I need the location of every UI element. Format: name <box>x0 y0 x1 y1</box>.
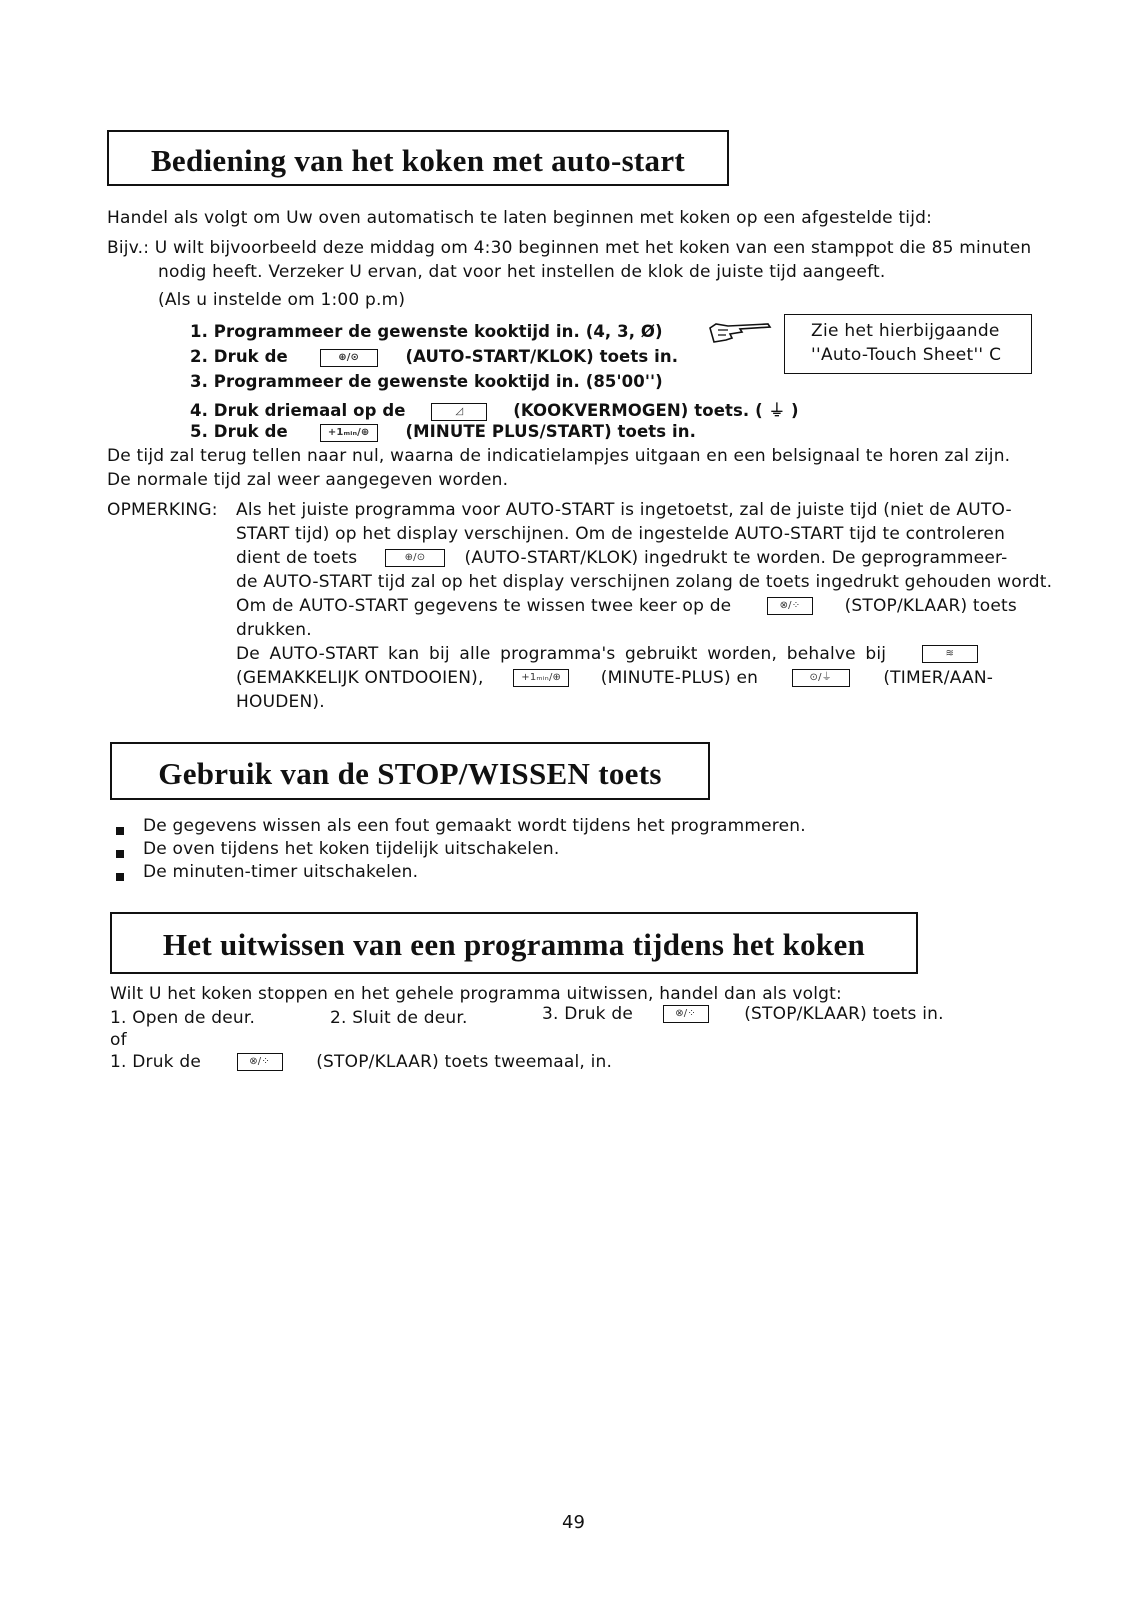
minute-plus-key[interactable]: +1ₘᵢₙ/⊕ <box>513 669 569 687</box>
step-a-3: 3. Druk de ⊗/⁘ (STOP/KLAAR) toets in. <box>542 1004 944 1024</box>
timer-hold-key[interactable]: ⊙/⏚ <box>792 669 850 687</box>
example-line-2: nodig heeft. Verzeker U ervan, dat voor het instellen de klok de juiste tijd aangeeft. <box>158 262 886 282</box>
remark-line-9: HOUDEN). <box>236 692 325 712</box>
step-1: 1. Programmeer de gewenste kooktijd in. (4, 3, Ø) <box>190 322 663 341</box>
section1-title-box <box>107 130 729 186</box>
step-5: 5. Druk de +1ₘᵢₙ/⊕ (MINUTE PLUS/START) toets in. <box>190 422 696 441</box>
easy-defrost-key[interactable]: ≋ <box>922 645 978 663</box>
note-box-line-1: Zie het hierbijgaande <box>811 321 1000 341</box>
section2-title-box <box>110 742 710 800</box>
minute-plus-start-key[interactable]: +1ₘᵢₙ/⊕ <box>320 424 378 442</box>
stop-clear-key[interactable]: ⊗/⁘ <box>767 597 813 615</box>
remark-line-1: Als het juiste programma voor AUTO-START is ingetoetst, zal de juiste tijd (niet de AUTO- <box>236 500 1012 520</box>
remark-line-3: dient de toets ⊕/⊙ (AUTO-START/KLOK) ingedrukt te worden. De geprogrammeer- <box>236 548 1008 568</box>
note-box <box>784 314 1032 374</box>
bullet-icon <box>116 850 124 858</box>
step-b-1: 1. Druk de ⊗/⁘ (STOP/KLAAR) toets tweemaal, in. <box>110 1052 613 1072</box>
auto-start-clock-key-2[interactable]: ⊕/⊙ <box>385 549 445 567</box>
remark-line-4: de AUTO-START tijd zal op het display verschijnen zolang de toets ingedrukt gehouden wordt. <box>236 572 1053 592</box>
step-a-1: 1. Open de deur. <box>110 1008 256 1028</box>
stop-clear-key-2[interactable]: ⊗/⁘ <box>663 1005 709 1023</box>
bullet-text-1: De gegevens wissen als een fout gemaakt wordt tijdens het programmeren. <box>143 816 806 836</box>
step-3: 3. Programmeer de gewenste kooktijd in. (85'00'') <box>190 372 663 391</box>
bullet-icon <box>116 827 124 835</box>
step-4: 4. Druk driemaal op de ◿ (KOOKVERMOGEN) toets. ( ⏚ ) <box>190 401 799 420</box>
power-level-key[interactable]: ◿ <box>431 403 487 421</box>
section3-title-box <box>110 912 918 974</box>
or-text: of <box>110 1030 127 1050</box>
after-text-2: De normale tijd zal weer aangegeven worden. <box>107 470 509 490</box>
remark-line-7: De AUTO-START kan bij alle programma's gebruikt worden, behalve bij ≋ <box>236 644 978 664</box>
pointing-hand-icon <box>706 320 776 346</box>
stop-clear-key-3[interactable]: ⊗/⁘ <box>237 1053 283 1071</box>
after-text-1: De tijd zal terug tellen naar nul, waarna de indicatielampjes uitgaan en een belsignaal te horen zal zijn. <box>107 446 1011 466</box>
remark-line-8: (GEMAKKELIJK ONTDOOIEN), +1ₘᵢₙ/⊕ (MINUTE-PLUS) en ⊙/⏚ (TIMER/AAN- <box>236 668 994 688</box>
section1-title: Bediening van het koken met auto-start <box>150 143 686 178</box>
remark-line-5: Om de AUTO-START gegevens te wissen twee keer op de ⊗/⁘ (STOP/KLAAR) toets <box>236 596 1017 616</box>
page-number: 49 <box>562 1512 585 1533</box>
step-2: 2. Druk de ⊕/⊙ (AUTO-START/KLOK) toets in. <box>190 347 679 366</box>
note-box-line-2: ''Auto-Touch Sheet'' C <box>811 345 1002 365</box>
remark-line-2: START tijd) op het display verschijnen. Om de ingestelde AUTO-START tijd te controleren <box>236 524 1006 544</box>
section2-title: Gebruik van de STOP/WISSEN toets <box>158 756 662 791</box>
remark-label: OPMERKING: <box>107 500 218 520</box>
example-line-3: (Als u instelde om 1:00 p.m) <box>158 290 406 310</box>
section3-intro: Wilt U het koken stoppen en het gehele programma uitwissen, handel dan als volgt: <box>110 984 842 1004</box>
auto-start-clock-key[interactable]: ⊕/⊙ <box>320 349 378 367</box>
bullet-text-3: De minuten-timer uitschakelen. <box>143 862 419 882</box>
bullet-icon <box>116 873 124 881</box>
step-a-2: 2. Sluit de deur. <box>330 1008 468 1028</box>
bullet-text-2: De oven tijdens het koken tijdelijk uitschakelen. <box>143 839 560 859</box>
section1-intro: Handel als volgt om Uw oven automatisch te laten beginnen met koken op een afgestelde tijd: <box>107 208 933 228</box>
remark-line-6: drukken. <box>236 620 312 640</box>
example-line-1: Bijv.: U wilt bijvoorbeeld deze middag om 4:30 beginnen met het koken van een stamppot die 85 minuten <box>107 238 1032 258</box>
section3-title: Het uitwissen van een programma tijdens het koken <box>162 927 866 962</box>
